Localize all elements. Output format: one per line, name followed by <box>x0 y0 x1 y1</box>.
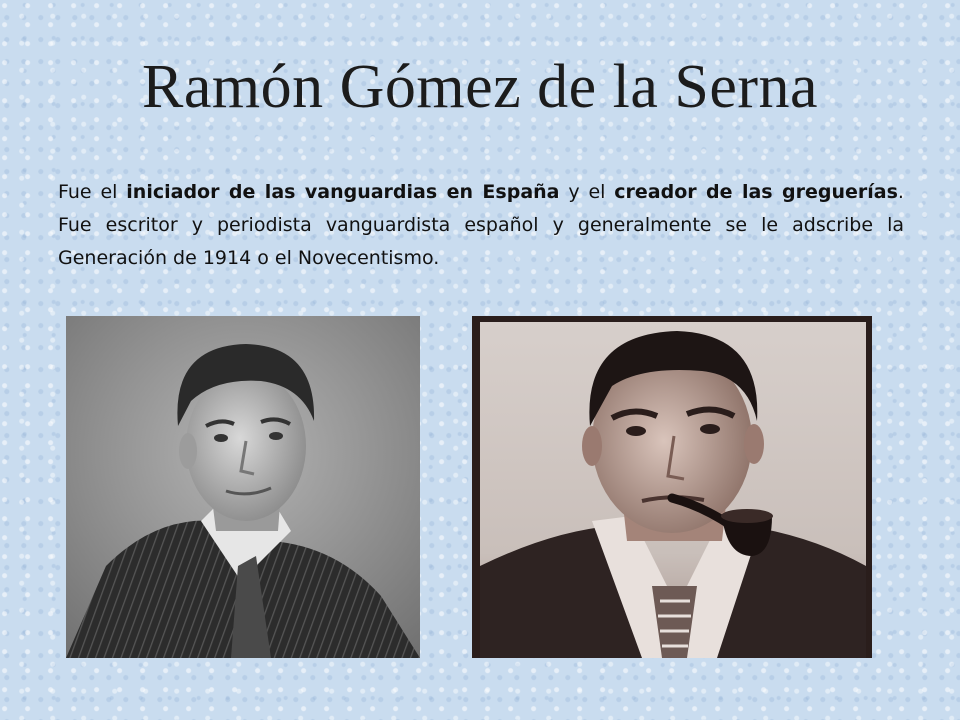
paragraph-text-1: Fue el <box>58 181 127 203</box>
paragraph-bold-1: iniciador de las vanguardias en España <box>126 181 560 203</box>
slide-title: Ramón Gómez de la Serna <box>141 53 819 121</box>
paragraph-text-2: y el <box>559 181 615 203</box>
slide-paragraph <box>58 176 904 275</box>
portrait-with-pipe-photo-icon <box>472 316 872 658</box>
portrait-photo-right <box>472 316 872 658</box>
paragraph-bold-2: creador de las greguerías <box>614 181 898 203</box>
portrait-photo-icon <box>66 316 420 658</box>
paragraph-text-3: . Fue escritor y periodista vanguardista español y generalmente se le adscribe la Generación de 1914 o el Novecentismo. <box>58 181 904 269</box>
portrait-photo-left <box>66 316 420 658</box>
